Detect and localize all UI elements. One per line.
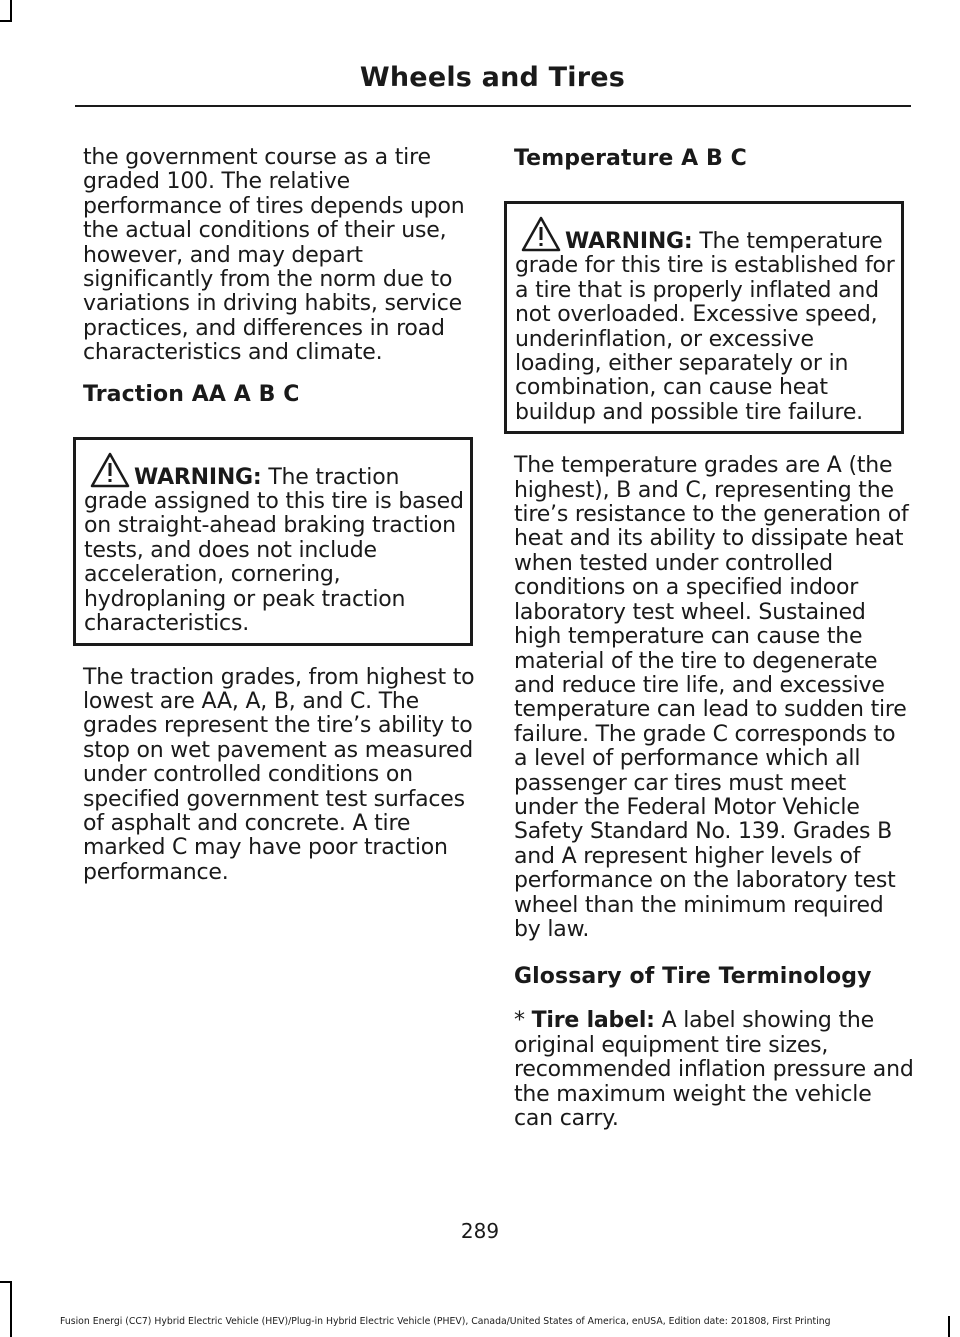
traction-warning-box: [73, 437, 473, 646]
glossary-entry: [514, 1009, 914, 1131]
temperature-heading: Temperature A B C: [514, 146, 747, 171]
warning-triangle-icon: [521, 216, 561, 252]
left-column: [83, 146, 483, 899]
traction-body: The traction grades, from highest to lowest are AA, A, B, and C. The grades represent the tire’s ability to stop on wet pavement as measured under controlled conditions on specified government test surfaces of asphalt and concrete. A tire marked C may have poor traction performance.: [83, 664, 475, 885]
page-number: 289: [460, 1219, 500, 1243]
page-header-title: Wheels and Tires: [359, 62, 625, 93]
temperature-warning-text: [515, 230, 895, 425]
intro-paragraph: the government course as a tire graded 100. The relative performance of tires depends upon the actual conditions of their use, however, and may depart significantly from the norm due to variations in driving habits, service practices, and differences in road characteristics and climate.: [83, 145, 465, 366]
warning-body: The traction grade assigned to this tire is based on straight-ahead braking traction tests, and does not include acceleration, cornering, hydroplaning or peak traction characteristics.: [84, 464, 464, 637]
warning-label: WARNING:: [134, 464, 262, 490]
traction-warning-text: [84, 466, 464, 637]
right-column: [514, 146, 914, 1145]
temperature-body: The temperature grades are A (the highest), B and C, representing the tire’s resistance to the generation of heat and its ability to dissipate heat when tested under controlled conditions on a specified indoor laboratory test wheel. Sustained high temperature can cause the material of the tire to degenerate and reduce tire life, and excessive temperature can lead to sudden tire failure. The grade C corresponds to a level of performance which all passenger car tires must meet under the Federal Motor Vehicle Safety Standard No. 139. Grades B and A represent higher levels of performance on the laboratory test wheel than the minimum required by law.: [514, 453, 909, 942]
warning-label: WARNING:: [565, 229, 693, 254]
traction-heading: Traction AA A B C: [83, 381, 300, 407]
glossary-definition: A label showing the original equipment tire sizes, recommended inflation pressure and the maximum weight the vehicle can carry.: [514, 1008, 914, 1131]
glossary-prefix: *: [514, 1008, 532, 1034]
crop-mark: [0, 1281, 12, 1283]
glossary-heading: Glossary of Tire Terminology: [514, 964, 872, 990]
warning-body: The temperature grade for this tire is established for a tire that is properly inflated and not overloaded. Excessive speed, underinflation, or excessive loading, either separately or in combination, can cause heat buildup and possible tire failure.: [515, 229, 895, 425]
temperature-warning-box: [504, 201, 904, 434]
crop-mark: [948, 1316, 950, 1337]
crop-mark: [10, 1281, 12, 1337]
footer-text: Fusion Energi (CC7) Hybrid Electric Vehicle (HEV)/Plug-in Hybrid Electric Vehicle (PHEV), Canada/United States of America, enUSA, Edition date: 201808, First Printing: [60, 1316, 831, 1327]
glossary-term: Tire label:: [531, 1008, 655, 1034]
warning-triangle-icon: [90, 452, 130, 488]
crop-mark: [0, 20, 12, 22]
header-divider: [75, 105, 911, 107]
crop-mark: [10, 0, 12, 20]
